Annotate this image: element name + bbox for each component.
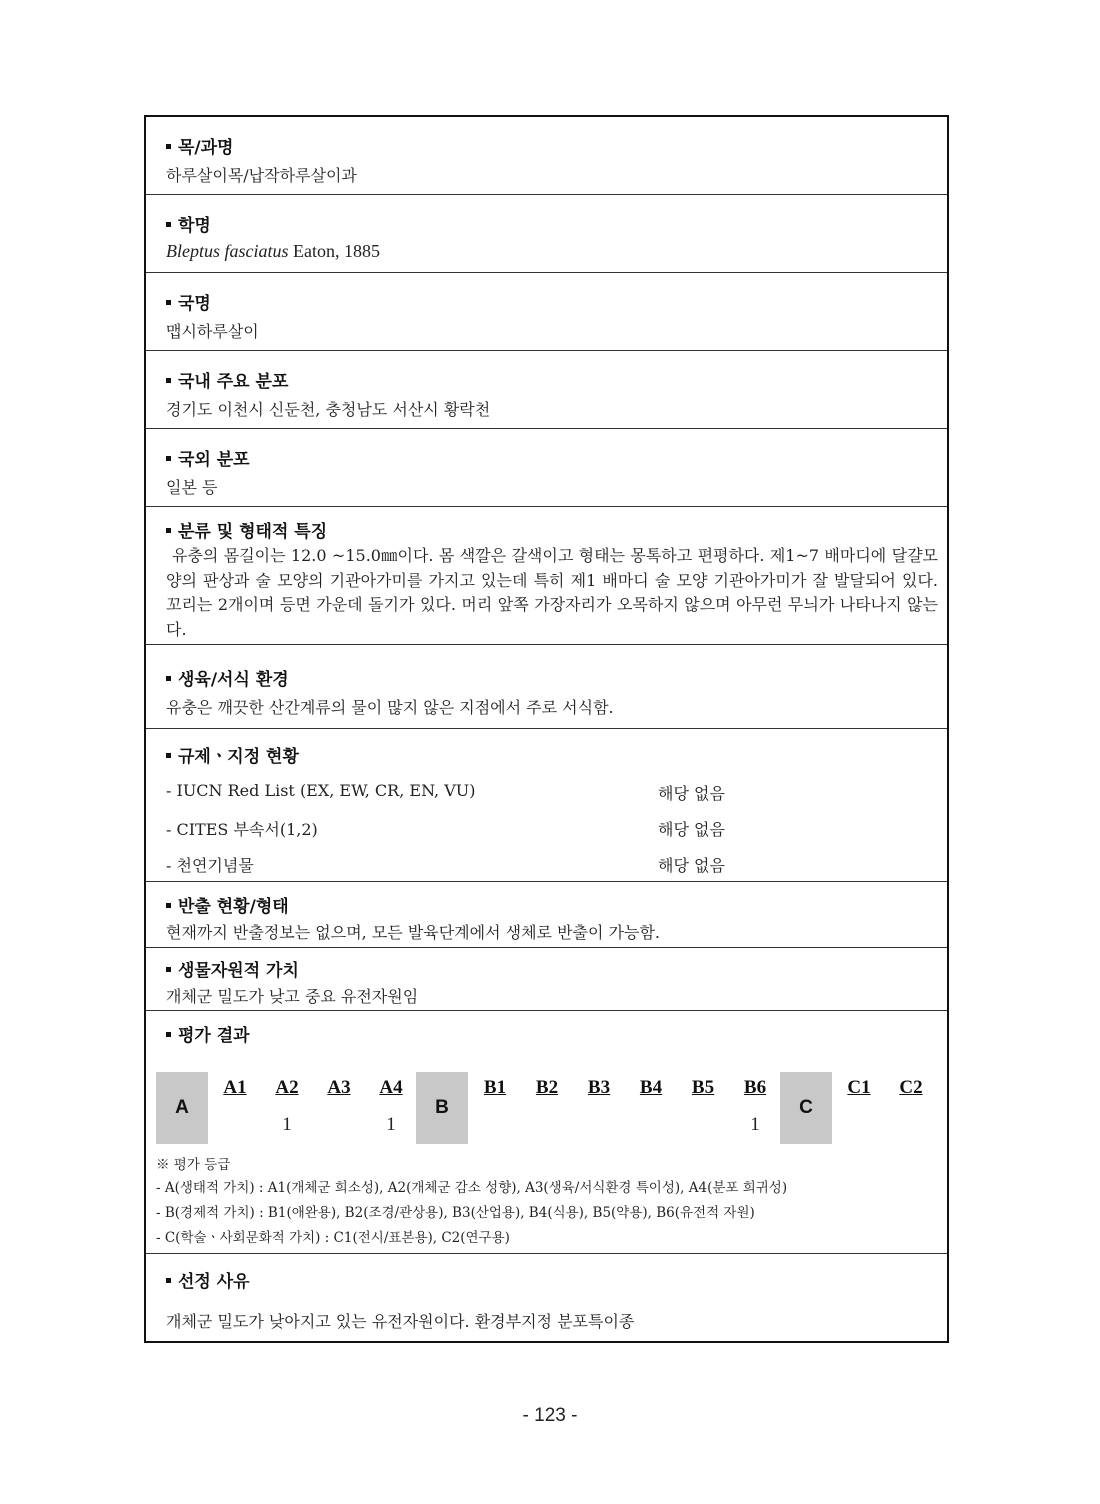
grade-code-c1: C1 [847, 1077, 871, 1098]
grade-score-b6: 1 [750, 1114, 760, 1135]
evaluation-note-b: - B(경제적 가치) : B1(애완용), B2(조경/관상용), B3(산업용), B4(식용), B5(약용), B6(유전적 자원) [156, 1205, 755, 1221]
grade-code-a2: A2 [275, 1077, 299, 1098]
section-domestic-distribution [146, 351, 947, 429]
scientific-name-value [166, 241, 380, 262]
selection-reason-value: 개체군 밀도가 낮아지고 있는 유전자원이다. 환경부지정 분포특이종 [166, 1312, 635, 1331]
evaluation-note-title: ※ 평가 등급 [156, 1157, 231, 1173]
grade-code-b6: B6 [743, 1077, 767, 1098]
korean-name-value: 맵시하루살이 [166, 322, 259, 341]
bullet-icon [166, 903, 171, 908]
section-heading: 선정 사유 [166, 1267, 250, 1292]
bullet-icon [166, 753, 171, 758]
bullet-icon [166, 528, 171, 533]
section-scientific-name [146, 195, 947, 273]
habitat-value: 유충은 깨끗한 산간계류의 물이 많지 않은 지점에서 주로 서식함. [166, 698, 614, 717]
domestic-distribution-value: 경기도 이천시 신둔천, 충청남도 서산시 황락천 [166, 400, 491, 419]
bullet-icon [166, 456, 171, 461]
section-morphology [146, 507, 947, 645]
regulation-label-monument: - 천연기념물 [166, 856, 254, 875]
section-heading: 학명 [166, 211, 211, 236]
section-selection-reason [146, 1254, 947, 1343]
grade-code-b5: B5 [691, 1077, 715, 1098]
grade-code-a1: A1 [223, 1077, 247, 1098]
bullet-icon [166, 967, 171, 972]
grade-box-c: C [780, 1072, 832, 1144]
section-heading: 평가 결과 [166, 1021, 250, 1046]
page-number: - 123 - [522, 1405, 578, 1426]
evaluation-note-a: - A(생태적 가치) : A1(개체군 희소성), A2(개체군 감소 성향), A3(생육/서식환경 특이성), A4(분포 희귀성) [156, 1180, 788, 1196]
morphology-text: 유충의 몸길이는 12.0 ~15.0㎜이다. 몸 색깔은 갈색이고 형태는 몽톡하고 편평하다. 제1~7 배마디에 달걀모양의 판상과 술 모양의 기관아가미를 가지고 있는데 특히 제1 배마디 술 모양 기관아가미가 잘 발달되어 있다. 꼬리는 2개이며 등면 가운데 돌기가 있다. 머리 앞쪽 가장자리가 오목하지 않으며 아무런 무늬가 나타나지 않는다. [166, 546, 938, 639]
foreign-distribution-value: 일본 등 [166, 478, 218, 497]
bullet-icon [166, 676, 171, 681]
grade-code-b4: B4 [639, 1077, 663, 1098]
grade-box-a: A [156, 1072, 208, 1144]
section-regulation [146, 729, 947, 882]
grade-code-b2: B2 [535, 1077, 559, 1098]
grade-code-b3: B3 [587, 1077, 611, 1098]
section-heading: 국명 [166, 289, 211, 314]
bullet-icon [166, 1278, 171, 1283]
section-foreign-distribution [146, 429, 947, 507]
section-order-family [146, 117, 947, 195]
bullet-icon [166, 144, 171, 149]
bullet-icon [166, 1032, 171, 1037]
grade-score-a2: 1 [282, 1114, 292, 1135]
regulation-label-iucn: - IUCN Red List (EX, EW, CR, EN, VU) [166, 781, 476, 800]
grade-code-c2: C2 [899, 1077, 923, 1098]
section-heading: 국외 분포 [166, 445, 250, 470]
section-heading: 규제ㆍ지정 현황 [166, 742, 299, 767]
grade-code-a4: A4 [379, 1077, 403, 1098]
grade-code-a3: A3 [327, 1077, 351, 1098]
regulation-value-cites: 해당 없음 [658, 820, 725, 839]
regulation-value-monument: 해당 없음 [658, 856, 725, 875]
section-export [146, 882, 947, 948]
evaluation-note-c: - C(학술ㆍ사회문화적 가치) : C1(전시/표본용), C2(연구용) [156, 1230, 510, 1246]
bio-value-text: 개체군 밀도가 낮고 중요 유전자원임 [166, 987, 419, 1006]
section-heading: 분류 및 형태적 특징 [166, 517, 327, 542]
section-korean-name [146, 273, 947, 351]
section-habitat [146, 645, 947, 729]
regulation-label-cites: - CITES 부속서(1,2) [166, 820, 318, 839]
species-info-card [144, 115, 949, 1343]
section-heading: 국내 주요 분포 [166, 367, 288, 392]
grade-box-b: B [416, 1072, 468, 1144]
bullet-icon [166, 300, 171, 305]
author-year: Eaton, 1885 [288, 241, 380, 261]
grade-code-b1: B1 [483, 1077, 507, 1098]
section-heading: 반출 현황/형태 [166, 892, 289, 917]
grade-score-a4: 1 [386, 1114, 396, 1135]
section-heading: 생물자원적 가치 [166, 956, 299, 981]
export-value: 현재까지 반출정보는 없으며, 모든 발육단계에서 생체로 반출이 가능함. [166, 923, 660, 942]
regulation-value-iucn: 해당 없음 [658, 784, 725, 803]
section-heading: 목/과명 [166, 133, 233, 158]
section-heading: 생육/서식 환경 [166, 665, 289, 690]
section-bio-value [146, 948, 947, 1011]
bullet-icon [166, 222, 171, 227]
order-family-value: 하루살이목/납작하루살이과 [166, 166, 357, 185]
genus-species: Bleptus fasciatus [166, 241, 289, 261]
bullet-icon [166, 378, 171, 383]
